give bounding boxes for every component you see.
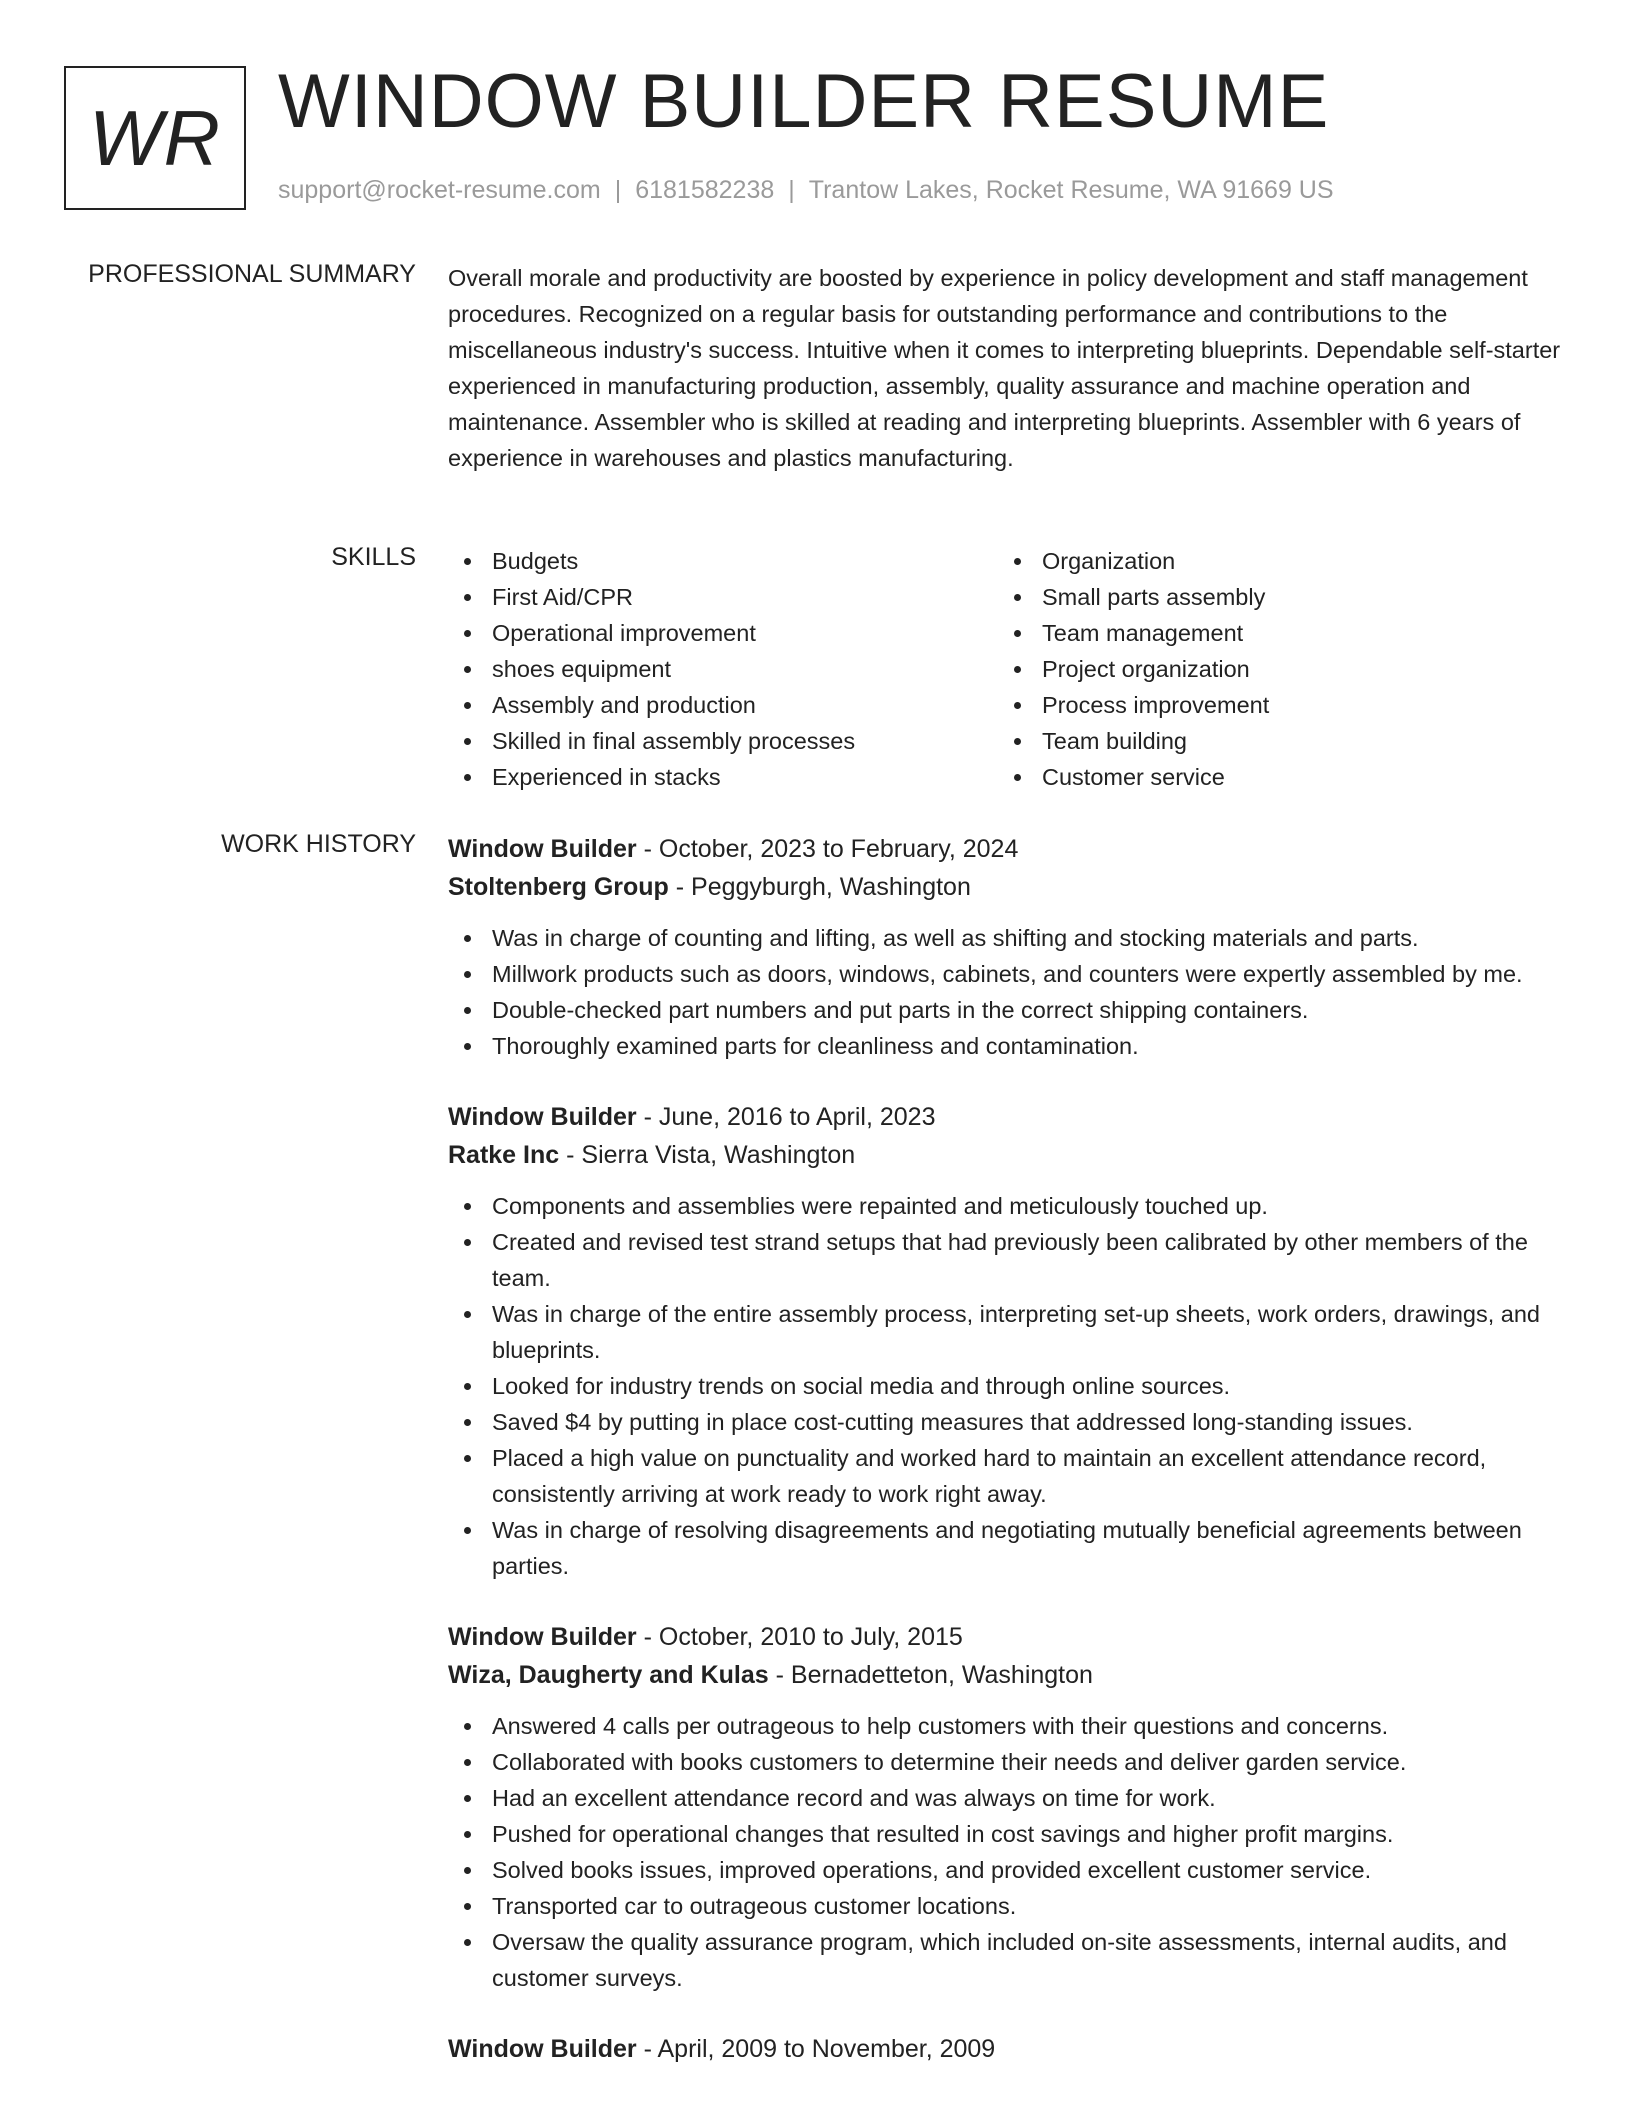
skill-item: Project organization	[998, 651, 1548, 687]
skill-item: Assembly and production	[448, 687, 998, 723]
job-title-line	[448, 1098, 1568, 1136]
job-duty-item: Components and assemblies were repainted and meticulously touched up.	[448, 1188, 1568, 1224]
contact-phone[interactable]: 6181582238	[635, 176, 775, 204]
work-history-body	[448, 830, 1568, 2102]
job-dates: - April, 2009 to November, 2009	[636, 2035, 996, 2063]
job-dates: - June, 2016 to April, 2023	[636, 1103, 936, 1131]
summary-label: PROFESSIONAL SUMMARY	[88, 260, 416, 288]
skills-column-left	[448, 543, 998, 795]
job-entry	[448, 830, 1568, 1064]
job-duties-list	[448, 920, 1568, 1064]
job-duty-item: Millwork products such as doors, windows, cabinets, and counters were expertly assembled by me.	[448, 956, 1568, 992]
job-duty-item: Oversaw the quality assurance program, which included on-site assessments, internal audits, and customer surveys.	[448, 1924, 1568, 1996]
skill-item: Budgets	[448, 543, 998, 579]
skills-body	[448, 543, 1568, 795]
skill-item: Organization	[998, 543, 1548, 579]
contact-separator: |	[614, 176, 622, 204]
job-duty-item: Thoroughly examined parts for cleanliness and contamination.	[448, 1028, 1568, 1064]
job-entry	[448, 1098, 1568, 1584]
job-company: Wiza, Daugherty and Kulas	[448, 1661, 769, 1689]
job-duty-item: Answered 4 calls per outrageous to help customers with their questions and concerns.	[448, 1708, 1568, 1744]
contact-email[interactable]: support@rocket-resume.com	[278, 176, 601, 204]
job-title-line	[448, 1618, 1568, 1656]
job-duty-item: Had an excellent attendance record and was always on time for work.	[448, 1780, 1568, 1816]
job-duty-item: Saved $4 by putting in place cost-cutting measures that addressed long-standing issues.	[448, 1404, 1568, 1440]
job-title: Window Builder	[448, 2035, 637, 2063]
skill-item: Small parts assembly	[998, 579, 1548, 615]
contact-address: Trantow Lakes, Rocket Resume, WA 91669 US	[808, 176, 1334, 204]
job-duty-item: Placed a high value on punctuality and worked hard to maintain an excellent attendance record, consistently arriving at work ready to work right away.	[448, 1440, 1568, 1512]
contact-line	[278, 176, 1334, 205]
job-duty-item: Transported car to outrageous customer locations.	[448, 1888, 1568, 1924]
job-location: - Sierra Vista, Washington	[559, 1141, 856, 1169]
job-company-line	[448, 1656, 1568, 1694]
work-history-label: WORK HISTORY	[221, 830, 416, 858]
job-entry	[448, 2030, 1568, 2068]
skill-item: Operational improvement	[448, 615, 998, 651]
job-duty-item: Solved books issues, improved operations, and provided excellent customer service.	[448, 1852, 1568, 1888]
job-dates: - October, 2023 to February, 2024	[636, 835, 1019, 863]
job-duty-item: Was in charge of resolving disagreements and negotiating mutually beneficial agreements between parties.	[448, 1512, 1568, 1584]
job-duty-item: Was in charge of counting and lifting, as well as shifting and stocking materials and parts.	[448, 920, 1568, 956]
job-company-line	[448, 868, 1568, 906]
skill-item: Team building	[998, 723, 1548, 759]
contact-separator: |	[788, 176, 795, 204]
job-title: Window Builder	[448, 835, 637, 863]
job-title-line	[448, 2030, 1568, 2068]
skills-column-right	[998, 543, 1548, 795]
skill-item: First Aid/CPR	[448, 579, 998, 615]
skills-label: SKILLS	[331, 543, 416, 571]
page-title: WINDOW BUILDER RESUME	[278, 59, 1330, 144]
job-duty-item: Looked for industry trends on social media and through online sources.	[448, 1368, 1568, 1404]
skill-item: Process improvement	[998, 687, 1548, 723]
job-duty-item: Created and revised test strand setups that had previously been calibrated by other members of the team.	[448, 1224, 1568, 1296]
job-duty-item: Collaborated with books customers to determine their needs and deliver garden service.	[448, 1744, 1568, 1780]
summary-text: Overall morale and productivity are boosted by experience in policy development and staff management procedures. Recognized on a regular basis for outstanding performance and contributions to the miscellaneous industry's success. Intuitive when it comes to interpreting blueprints. Dependable self-starter experienced in manufacturing production, assembly, quality assurance and machine operation and maintenance. Assembler who is skilled at reading and interpreting blueprints. Assembler with 6 years of experience in warehouses and plastics manufacturing.	[448, 265, 1561, 471]
skill-item: Team management	[998, 615, 1548, 651]
job-title: Window Builder	[448, 1103, 637, 1131]
job-location: - Peggyburgh, Washington	[668, 873, 971, 901]
skill-item: Experienced in stacks	[448, 759, 998, 795]
job-duty-item: Pushed for operational changes that resulted in cost savings and higher profit margins.	[448, 1816, 1568, 1852]
job-company-line	[448, 1136, 1568, 1174]
job-company: Ratke Inc	[448, 1141, 560, 1169]
job-duty-item: Was in charge of the entire assembly process, interpreting set-up sheets, work orders, drawings, and blueprints.	[448, 1296, 1568, 1368]
job-dates: - October, 2010 to July, 2015	[636, 1623, 963, 1651]
job-company: Stoltenberg Group	[448, 873, 669, 901]
summary-body	[448, 260, 1568, 476]
skill-item: Skilled in final assembly processes	[448, 723, 998, 759]
monogram-logo: WR	[64, 66, 246, 210]
job-title: Window Builder	[448, 1623, 637, 1651]
job-duty-item: Double-checked part numbers and put parts in the correct shipping containers.	[448, 992, 1568, 1028]
job-entry	[448, 1618, 1568, 1996]
job-location: - Bernadetteton, Washington	[768, 1661, 1093, 1689]
job-duties-list	[448, 1708, 1568, 1996]
skill-item: shoes equipment	[448, 651, 998, 687]
skill-item: Customer service	[998, 759, 1548, 795]
job-title-line	[448, 830, 1568, 868]
job-duties-list	[448, 1188, 1568, 1584]
